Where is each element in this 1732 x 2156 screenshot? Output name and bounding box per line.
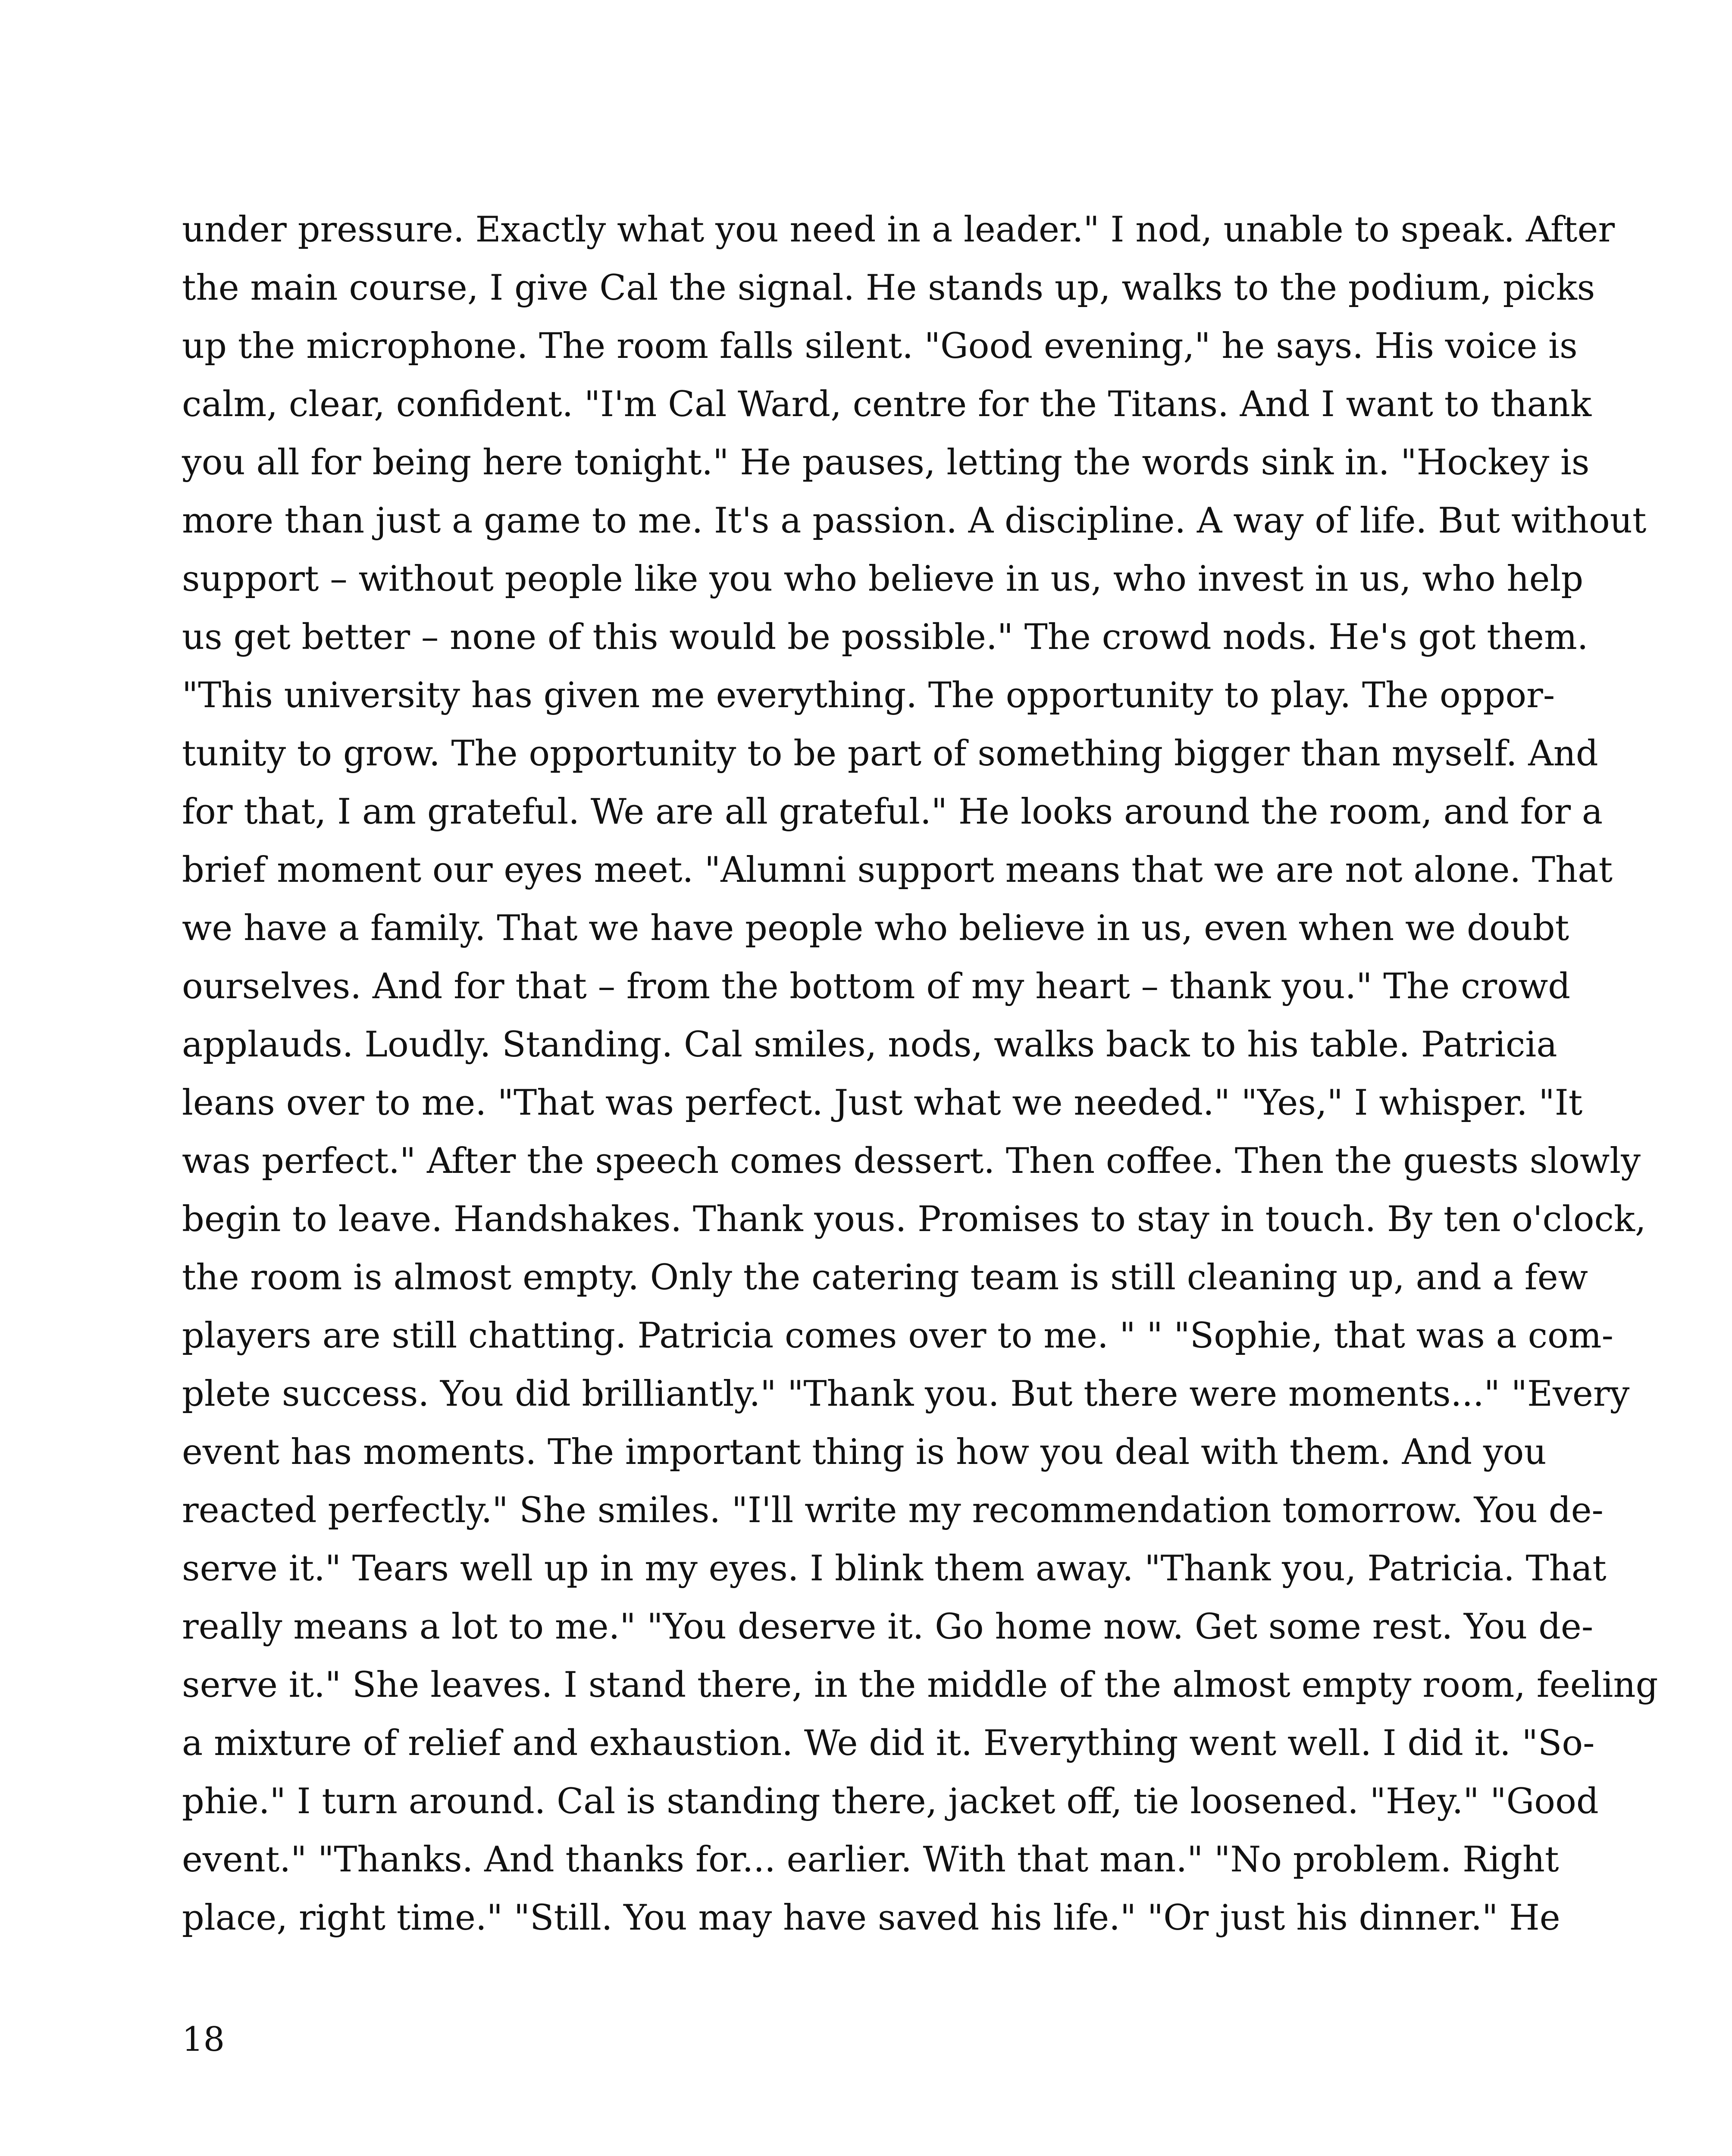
text-line: serve it." She leaves. I stand there, in the middle of the almost empty room, feeling — [182, 1665, 1658, 1705]
text-line: tunity to grow. The opportunity to be part of something bigger than myself. And — [182, 733, 1598, 774]
text-line: the room is almost empty. Only the catering team is still cleaning up, and a few — [182, 1257, 1588, 1298]
text-line: event has moments. The important thing is how you deal with them. And you — [182, 1432, 1547, 1473]
text-line: "This university has given me everything. The opportunity to play. The oppor- — [182, 675, 1555, 716]
text-line: the main course, I give Cal the signal. He stands up, walks to the podium, picks — [182, 268, 1595, 308]
text-line: we have a family. That we have people who believe in us, even when we doubt — [182, 908, 1569, 949]
text-line: begin to leave. Handshakes. Thank yous. Promises to stay in touch. By ten o'clock, — [182, 1199, 1646, 1240]
text-line: players are still chatting. Patricia comes over to me. " " "Sophie, that was a com- — [182, 1316, 1613, 1356]
text-line: ourselves. And for that – from the bottom of my heart – thank you." The crowd — [182, 966, 1571, 1007]
text-line: place, right time." "Still. You may have saved his life." "Or just his dinner." He — [182, 1898, 1560, 1938]
text-line: applauds. Loudly. Standing. Cal smiles, nods, walks back to his table. Patricia — [182, 1025, 1557, 1065]
text-line: serve it." Tears well up in my eyes. I blink them away. "Thank you, Patricia. That — [182, 1548, 1607, 1589]
text-line: plete success. You did brilliantly." "Thank you. But there were moments..." "Every — [182, 1374, 1630, 1414]
text-line: reacted perfectly." She smiles. "I'll write my recommendation tomorrow. You de- — [182, 1490, 1604, 1531]
text-line: leans over to me. "That was perfect. Just what we needed." "Yes," I whisper. "It — [182, 1083, 1583, 1123]
page-number: 18 — [182, 2020, 225, 2059]
text-line: support – without people like you who believe in us, who invest in us, who help — [182, 559, 1584, 599]
text-line: event." "Thanks. And thanks for... earlier. With that man." "No problem. Right — [182, 1839, 1559, 1880]
text-line: under pressure. Exactly what you need in a leader." I nod, unable to speak. After — [182, 210, 1615, 250]
text-line: more than just a game to me. It's a passion. A discipline. A way of life. But without — [182, 501, 1647, 541]
text-line: was perfect." After the speech comes dessert. Then coffee. Then the guests slowly — [182, 1141, 1641, 1181]
text-line: really means a lot to me." "You deserve it. Go home now. Get some rest. You de- — [182, 1607, 1594, 1647]
text-line: phie." I turn around. Cal is standing there, jacket off, tie loosened. "Hey." "Good — [182, 1781, 1599, 1822]
text-line: up the microphone. The room falls silent. "Good evening," he says. His voice is — [182, 326, 1578, 367]
body-text — [182, 201, 1658, 2012]
text-line: calm, clear, confident. "I'm Cal Ward, centre for the Titans. And I want to thank — [182, 384, 1592, 425]
text-line: you all for being here tonight." He pauses, letting the words sink in. "Hockey is — [182, 442, 1590, 483]
text-line: brief moment our eyes meet. "Alumni support means that we are not alone. That — [182, 850, 1613, 890]
text-line: us get better – none of this would be possible." The crowd nods. He's got them. — [182, 617, 1588, 658]
text-line: a mixture of relief and exhaustion. We did it. Everything went well. I did it. "So- — [182, 1723, 1595, 1764]
text-line: for that, I am grateful. We are all grateful." He looks around the room, and for a — [182, 792, 1603, 832]
